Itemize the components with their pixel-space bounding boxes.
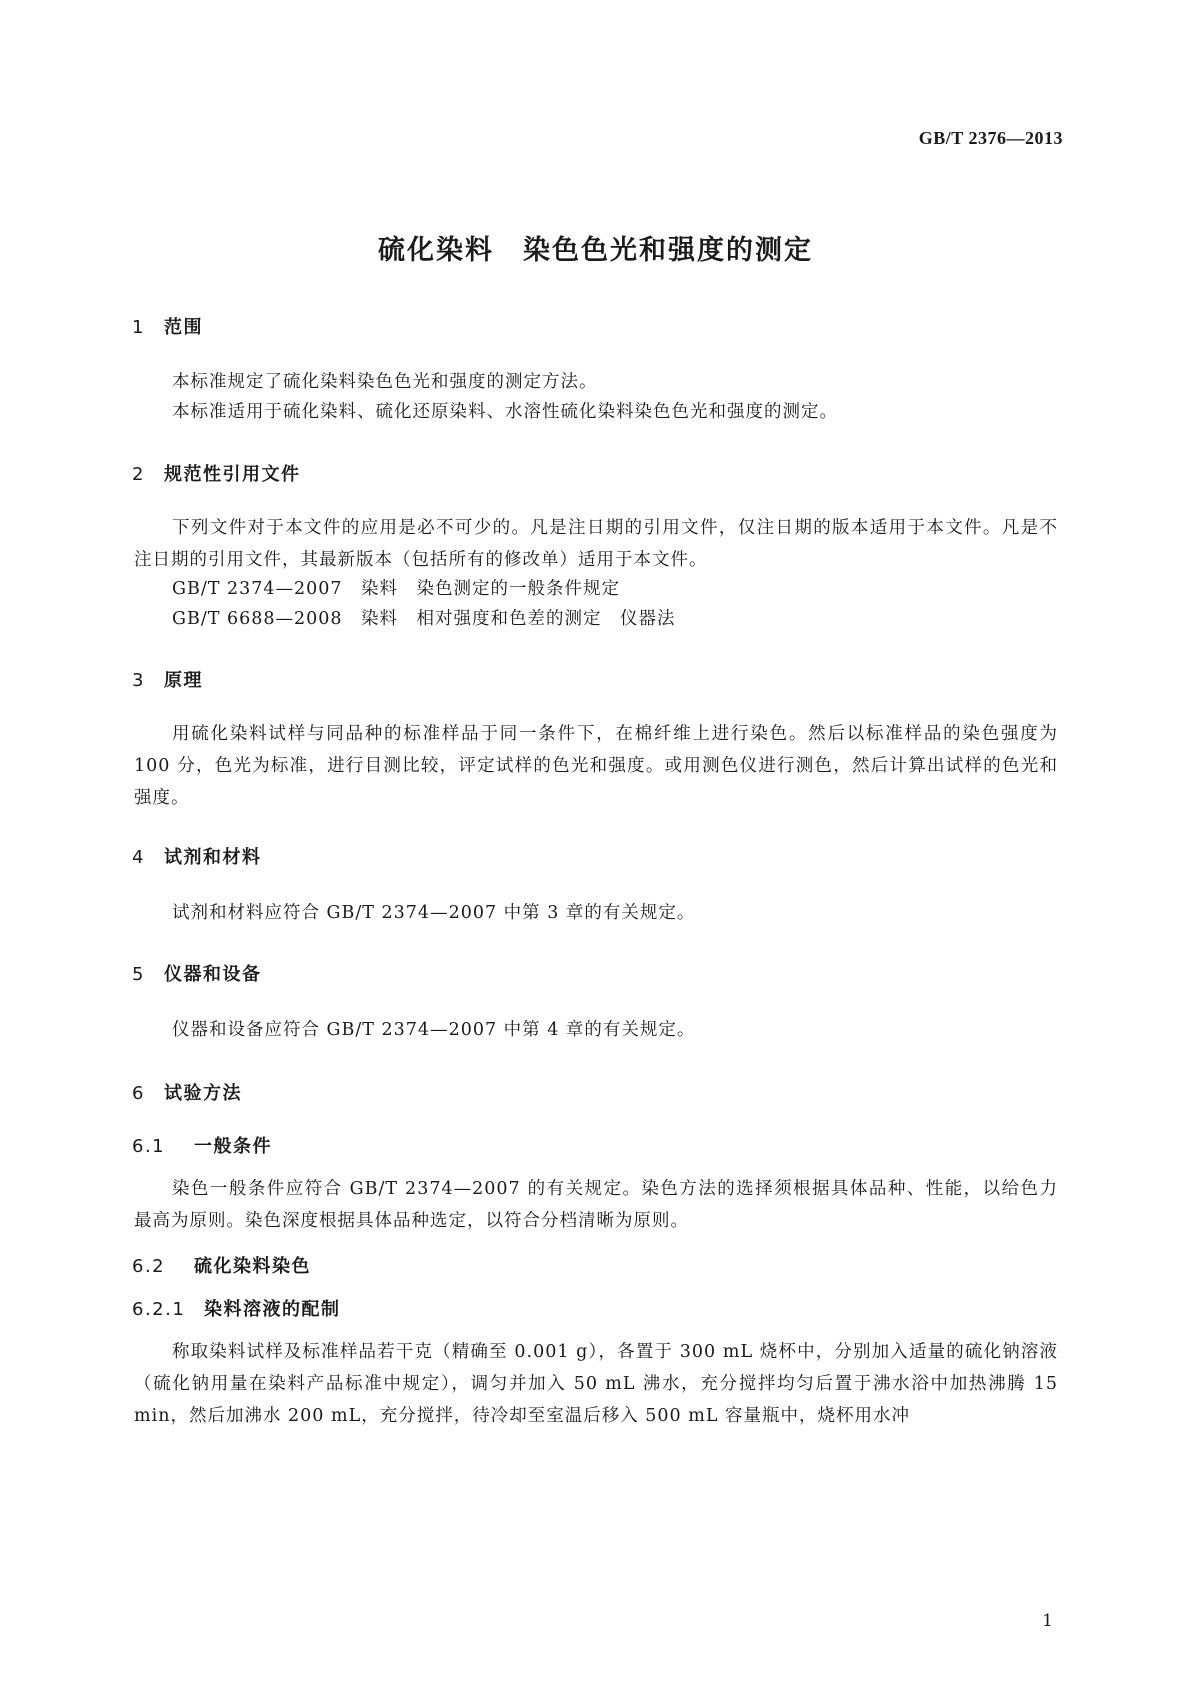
section-1-paragraph-1: 本标准规定了硫化染料染色色光和强度的测定方法。	[172, 372, 598, 392]
section-number: 2	[132, 464, 145, 485]
section-1-paragraph-2: 本标准适用于硫化染料、硫化还原染料、水溶性硫化染料染色色光和强度的测定。	[172, 402, 838, 422]
section-title: 一般条件	[194, 1136, 272, 1157]
section-2-heading	[132, 460, 301, 486]
section-number: 6.2.1	[132, 1299, 186, 1320]
section-2-paragraph-1: 下列文件对于本文件的应用是必不可少的。凡是注日期的引用文件，仅注日期的版本适用于本文件。凡是不注日期的引用文件，其最新版本（包括所有的修改单）适用于本文件。	[134, 518, 1058, 570]
section-title: 试剂和材料	[164, 847, 262, 868]
section-title: 试验方法	[164, 1083, 242, 1104]
section-1-heading	[132, 313, 203, 339]
section-title: 规范性引用文件	[164, 464, 301, 485]
section-3-heading	[132, 666, 203, 692]
standard-code: GB/T 2376—2013	[918, 128, 1063, 148]
section-number: 6.2	[132, 1256, 166, 1277]
section-6-2-1-paragraph-1: 称取染料试样及标准样品若干克（精确至 0.001 g），各置于 300 mL 烧杯中，分别加入适量的硫化钠溶液（硫化钠用量在染料产品标准中规定），调匀并加入 50 mL 沸水，充分搅拌均匀后置于沸水浴中加热沸腾 15 min，然后加沸水 200 mL，充分搅拌，待冷却至室温后移入 500 mL 容量瓶中，烧杯用水冲	[134, 1342, 1058, 1426]
section-5-paragraph-1: 仪器和设备应符合 GB/T 2374—2007 中第 4 章的有关规定。	[172, 1020, 696, 1040]
section-title: 染料溶液的配制	[204, 1299, 341, 1320]
section-number: 6	[132, 1083, 145, 1104]
section-title: 原理	[164, 670, 203, 691]
section-title: 范围	[164, 317, 203, 338]
section-title: 硫化染料染色	[194, 1256, 311, 1277]
document-title: 硫化染料 染色色光和强度的测定	[378, 235, 813, 266]
section-4-heading	[132, 843, 262, 869]
section-number: 6.1	[132, 1136, 166, 1157]
reference-item: GB/T 6688—2008 染料 相对强度和色差的测定 仪器法	[172, 609, 676, 629]
section-6-1-paragraph-1: 染色一般条件应符合 GB/T 2374—2007 的有关规定。染色方法的选择须根据具体品种、性能，以给色力最高为原则。染色深度根据具体品种选定，以符合分档清晰为原则。	[134, 1179, 1058, 1231]
section-5-heading	[132, 960, 262, 986]
section-6-2-1-heading	[132, 1295, 341, 1321]
section-number: 4	[132, 847, 145, 868]
section-3-paragraph-1: 用硫化染料试样与同品种的标准样品于同一条件下，在棉纤维上进行染色。然后以标准样品的染色强度为 100 分，色光为标准，进行目测比较，评定试样的色光和强度。或用测色仪进行测色，然后计算出试样的色光和强度。	[134, 724, 1058, 808]
section-number: 3	[132, 670, 145, 691]
section-number: 5	[132, 964, 145, 985]
section-4-paragraph-1: 试剂和材料应符合 GB/T 2374—2007 中第 3 章的有关规定。	[172, 903, 696, 923]
reference-item: GB/T 2374—2007 染料 染色测定的一般条件规定	[172, 579, 621, 599]
section-6-1-heading	[132, 1132, 272, 1158]
page-number: 1	[1042, 1611, 1053, 1631]
section-number: 1	[132, 317, 145, 338]
section-6-heading	[132, 1079, 242, 1105]
section-title: 仪器和设备	[164, 964, 262, 985]
section-6-2-heading	[132, 1252, 311, 1278]
